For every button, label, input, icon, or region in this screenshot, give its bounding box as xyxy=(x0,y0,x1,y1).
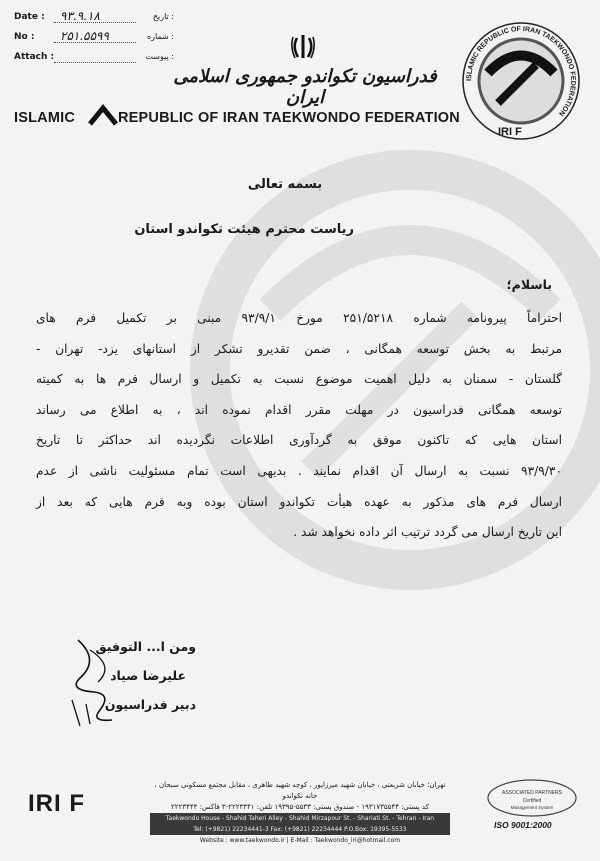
footer-address-fa: تهران؛ خیابان شریعتی ، خیابان شهید میرزاپور ، کوچه شهید طاهری ، مقابل مجتمع مسکونی سبحان ، خانه تکواندو xyxy=(154,781,446,800)
body-line: استان هایی که تاکنون موفق به گردآوری اطلاعات نگردیده اند حداکثر تا تاریخ xyxy=(36,433,562,448)
body-line: ۹۳/۹/۳۰ نسبت به ارسال آن اقدام نمایند . بدیهی است تمام مسئولیت ناشی از عدم xyxy=(36,463,562,478)
footer-logo: IRI F xyxy=(28,790,85,817)
body-line: ارسال فرم های مذکور به عهده هیأت تکواندو استان بوده وبه فرم هایی که بعد از xyxy=(36,494,562,509)
closing-phrase: ومن ا... التوفیق xyxy=(95,639,196,654)
letter-meta xyxy=(14,9,174,72)
federation-en-part1: ISLAMIC xyxy=(14,110,76,126)
date-label: Date : xyxy=(14,12,45,22)
body-line: احتراماً پیرونامه شماره ۲۵۱/۵۲۱۸ مورخ ۹۳/۹/۱ مبنی بر تکمیل فرم های xyxy=(36,311,562,325)
federation-name-fa: فدراسیون تکواندو جمهوری اسلامی ایران xyxy=(173,66,437,108)
logo-ring-text: ISLAMIC REPUBLIC OF IRAN TAEKWONDO FEDERATION xyxy=(465,25,577,117)
svg-text:ASSOCIATED PARTNERS: ASSOCIATED PARTNERS xyxy=(501,790,563,796)
svg-text:Certified: Certified xyxy=(522,798,542,804)
date-value: ۹۳.۹.۱۸ xyxy=(60,9,100,23)
body-line: مرتبط به بخش توسعه همگانی ، ضمن تقدیرو تشکر از استانهای یزد- تهران - xyxy=(36,341,562,356)
signer-name: علیرضا صیاد xyxy=(110,668,186,683)
chevron-mark-icon xyxy=(88,102,118,126)
footer-address xyxy=(150,780,450,846)
iso-seal-icon xyxy=(486,778,578,818)
body-line: این تاریخ ارسال می گردد ترتیب اثر داده نخواهد شد . xyxy=(293,525,562,540)
body-line: توسعه همگانی فدراسیون در مهلت مقرر اقدام نموده اند ، به اطلاع می رساند xyxy=(36,402,562,417)
svg-text:Management System: Management System xyxy=(510,805,554,810)
greeting: باسلام؛ xyxy=(506,277,552,292)
footer-address-en: Taekwondo House - Shahid Taheri Alley - Shahid Mirzapour St. - Shariati St. - Tehran - Iran xyxy=(150,813,450,824)
recipient: ریاست محترم هیئت تکواندو استان xyxy=(134,222,354,237)
number-field xyxy=(14,29,174,52)
federation-en-part2: REPUBLIC OF IRAN TAEKWONDO FEDERATION xyxy=(118,110,460,126)
footer-phones-fa: کد پستی: ۱۹۳۱۷۳۵۵۴۴ - صندوق پستی: ۵۵۳۳-۱۹۳۹۵ تلفن: ۲۲۲۳۴۴۱-۳ فاکس: ۲۲۲۳۴۴۴ xyxy=(171,803,429,811)
iran-emblem-icon xyxy=(288,32,318,62)
footer-phones-en: Tel: (+9821) 22234441-3 Fax: (+9821) 22234444 P.O.Box: 19395-5533 xyxy=(150,824,450,835)
logo-caption: IRI F xyxy=(498,126,522,138)
body-line: گلستان - سمنان به دلیل اهمیت موضوع نسبت به تکمیل و ارسال فرم ها به کمیته xyxy=(36,372,562,387)
basmala: بسمه تعالی xyxy=(247,177,323,192)
attach-field xyxy=(14,52,174,72)
number-label-fa: : شماره xyxy=(146,32,174,41)
number-label: No : xyxy=(14,32,35,42)
attach-label: Attach : xyxy=(14,52,55,62)
handwritten-signature-icon xyxy=(60,630,130,730)
footer-web: Website : www.taekwondo.ir | E-Mail : Taekwondo_iri@hotmail.com xyxy=(199,837,401,844)
signer-title: دبیر فدراسیون xyxy=(104,697,196,712)
attach-label-fa: : پیوست xyxy=(145,52,174,61)
iso-certification: ISO 9001:2000 xyxy=(494,820,552,830)
date-label-fa: : تاریخ xyxy=(152,12,174,21)
letter-body xyxy=(36,303,562,548)
number-value: ۲۵۱.۵۵۹۹ xyxy=(60,29,109,43)
